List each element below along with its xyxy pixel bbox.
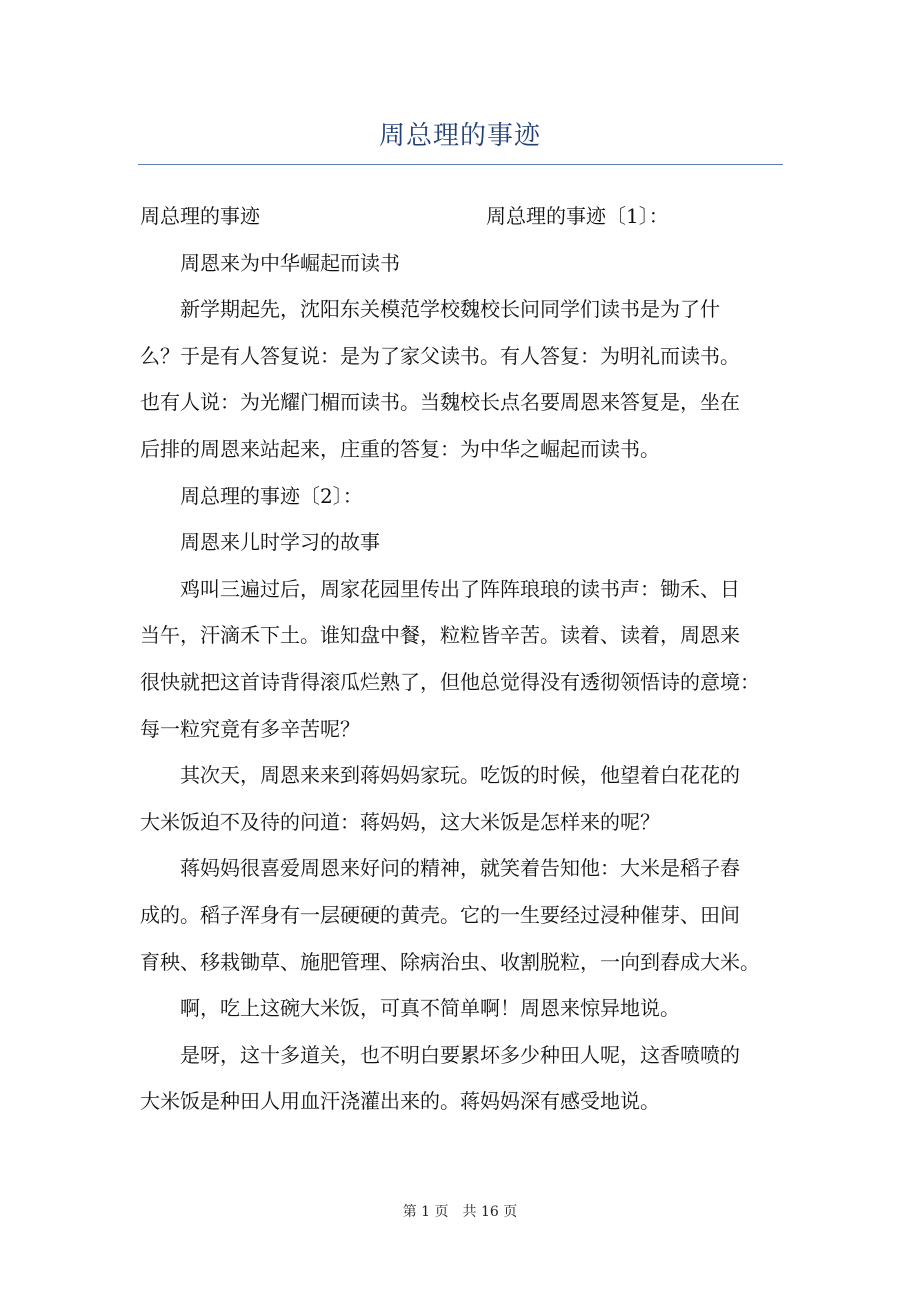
text-line: 大米饭迫不及待的问道：蒋妈妈，这大米饭是怎样来的呢？ xyxy=(140,809,660,834)
text-line: 么？于是有人答复说：是为了家父读书。有人答复：为明礼而读书。 xyxy=(140,343,740,368)
text-line: 也有人说：为光耀门楣而读书。当魏校长点名要周恩来答复是，坐在 xyxy=(140,390,740,415)
text-line: 蒋妈妈很喜爱周恩来好问的精神，就笑着告知他：大米是稻子舂 xyxy=(180,856,740,881)
text-line: 每一粒究竟有多辛苦呢？ xyxy=(140,716,360,741)
text-line: 后排的周恩来站起来，庄重的答复：为中华之崛起而读书。 xyxy=(140,436,660,461)
text-line: 很快就把这首诗背得滚瓜烂熟了，但他总觉得没有透彻领悟诗的意境： xyxy=(140,669,760,694)
text-line: 周恩来为中华崛起而读书 xyxy=(180,250,400,275)
text-line: 新学期起先，沈阳东关模范学校魏校长问同学们读书是为了什 xyxy=(180,297,720,322)
text-line: 啊，吃上这碗大米饭，可真不简单啊！周恩来惊异地说。 xyxy=(180,996,680,1021)
text-line: 其次天，周恩来来到蒋妈妈家玩。吃饭的时候，他望着白花花的 xyxy=(180,763,740,788)
text-line: 是呀，这十多道关，也不明白要累坏多少种田人呢，这香喷喷的 xyxy=(180,1042,740,1067)
text-line: 鸡叫三遍过后，周家花园里传出了阵阵琅琅的读书声：锄禾、日 xyxy=(180,576,740,601)
document-body xyxy=(140,196,788,1128)
header-right-text: 周总理的事迹〔1〕： xyxy=(486,204,669,228)
text-line: 周恩来儿时学习的故事 xyxy=(180,530,380,555)
text-line: 周总理的事迹〔2〕： xyxy=(180,483,363,508)
title-divider xyxy=(138,164,783,165)
text-line: 成的。稻子浑身有一层硬硬的黄壳。它的一生要经过浸种催芽、田间 xyxy=(140,902,740,927)
page-footer: 第 1 页 共 16 页 xyxy=(402,1204,518,1220)
text-line: 当午，汗滴禾下土。谁知盘中餐，粒粒皆辛苦。读着、读着，周恩来 xyxy=(140,623,740,648)
header-line xyxy=(140,196,788,243)
text-line: 大米饭是种田人用血汗浇灌出来的。蒋妈妈深有感受地说。 xyxy=(140,1089,660,1114)
text-line: 育秧、移栽锄草、施肥管理、除病治虫、收割脱粒，一向到舂成大米。 xyxy=(140,949,760,974)
header-left-text: 周总理的事迹 xyxy=(140,204,260,228)
page-title: 周总理的事迹 xyxy=(378,121,541,151)
